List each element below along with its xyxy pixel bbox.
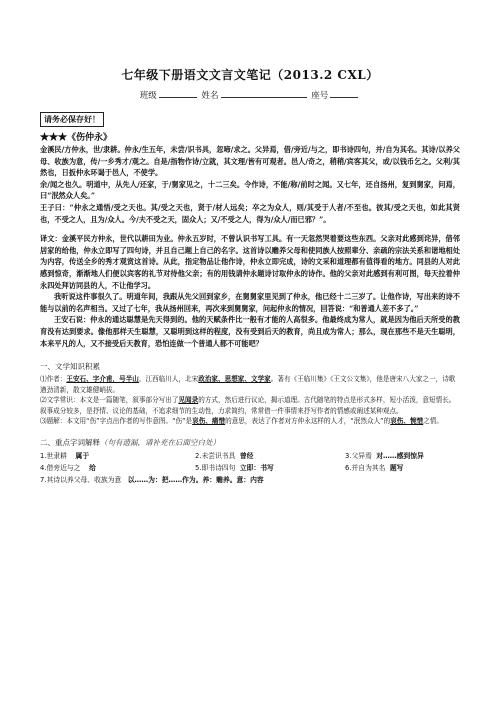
vocab-item: 7.其诗以养父母、收族为意 以……为：把……作为。养：赡养。意：内容 [40,475,264,484]
original-paragraph-1: 金溪民/方仲永，世/隶耕。仲永/生五年，未尝/识书具，忽啼/求之。父异焉，借/旁近/与之，即书诗四句，并/自为其名。其诗/以养父母、收族为意，传/一乡秀才/观之。自是/指物作诗/立就，其文理/皆有可观者。邑人/奇之，稍稍/宾客其父，或/以钱币乞之。父利/其然也，日扳仲永环谒于邑人，不使学。 [40,145,460,178]
keep-notice-badge: 请务必保存好！ [40,112,104,127]
original-paragraph-3: 王子曰：“仲永之通悟/受之天也。其/受之天也，贤于/材人远矣；卒之为众人，则/其受于人者/不至也。彼其/受之天也，如此其贤也，不受之人，且为/众人。今/夫不受之天，固众人；又/不受之人，得为/众人/而已邪？”。 [40,202,460,224]
note-genre: ⑵文学常识：本文是一篇随笔，叙事部分写出了见闻录的方式，然后进行议论，揭示道理。古代随笔的特点是形式多样，短小活泼，意短情长。叙事成分较多，是抒情、议论的基础，不追求细节的生动性，力求简约，常常借一件事情来抒写作者的情感或阐述某种观点。 [40,396,456,415]
vocab-item: 5.即书诗四句 立即：书写 [195,463,274,472]
translation-paragraph-3: 王安石说：仲永的通达聪慧是先天得到的。他的天赋条件比一般有才能的人高很多。他最终成为常人，就是因为他后天所受的教育没有达到要求。像他那样天生聪慧，又聪明到这样的程度，没有受到后天的教育，尚且成为常人；那么，现在那些不是天生聪明，本来平凡的人，又不接受后天教育，恐怕连做一个普通人都不可能吧？ [40,315,460,348]
section-literature-title: 一、文学知识积累 [40,362,100,372]
name-blank[interactable] [221,89,307,98]
note-title-meaning: ⑶题解：本文用“伤”字点出作者的写作意图。“伤”是哀伤、痛惜的意思，表达了作者对方仲永这样的人才，“泯然众人”的哀伤、惋惜之情。 [40,417,443,426]
name-label: 姓名 [201,91,219,101]
seat-label: 座号 [311,91,329,101]
vocab-list [40,450,460,486]
class-label: 班级 [139,91,157,101]
vocab-item: 6.并自为其名 题写 [345,463,404,472]
seat-blank[interactable] [330,89,358,98]
vocab-item: 4.借旁近与之 给 [40,463,96,472]
page-title: 七年级下册语文文言文笔记（2013.2 CXL） [121,68,379,82]
section-vocab-title: 二、重点字词解释（句有遗漏，请补充在后面空白处） [40,437,220,447]
vocab-item: 1.世隶耕 属于 [40,451,90,460]
student-info-row [40,89,460,101]
vocab-item: 3.父异焉 对……感到惊异 [345,451,424,460]
note-author: ⑴作者：王安石、字介甫，号半山，江西临川人，北宋政治家、思想家、文学家。著有《王临川集》《王文公文集》，他是唐宋八大家之一，诗歌遒劲清新，散文雄健峭拔。 [40,375,456,394]
translation-paragraph-2: 我听说这件事很久了。明道年间，我跟从先父回到家乡，在舅舅家里见到了仲永，他已经十二三岁了。让他作诗，写出来的诗不能与以前的名声相当。又过了七年，我从扬州回来，再次来到舅舅家，问起仲永的情况，回答说：“和普通人差不多了。” [40,292,460,313]
class-blank[interactable] [159,89,197,98]
vocab-item: 2.未尝识书具 曾经 [195,451,254,460]
original-paragraph-2: 余/闻之也久。明道中，从先人/还家，于/舅家见之，十二三矣。令作诗，不能/称/前时之闻。又七年，还自扬州，复到舅家，问焉，曰“泯然众人矣。” [40,179,460,201]
translation-paragraph-1: 译文：金溪平民方仲永，世代以耕田为业。仲永五岁时，不曾认识书写工具。有一天忽然哭着要这些东西。父亲对此感到诧异，借邻居家的给他，仲永立即写了四句诗，并且自己题上自己的名字。这首诗以赡养父母和使同族人按照辈分、亲疏的宗法关系和谐地相处为内容，传送全乡的秀才观赏这首诗。从此，指定物品让他作诗，仲永立即完成，诗的文采和道理都有值得看的地方。同县的人对此感到惊奇，渐渐地人们便以宾客的礼节对待他父亲；有的用钱请仲永题诗讨取仲永的诗作。他的父亲对此感到有利可图，每天拉着仲永四处拜访同县的人，不让他学习。 [40,234,460,290]
lesson-title: ★★★《伤仲永》 [40,133,113,143]
